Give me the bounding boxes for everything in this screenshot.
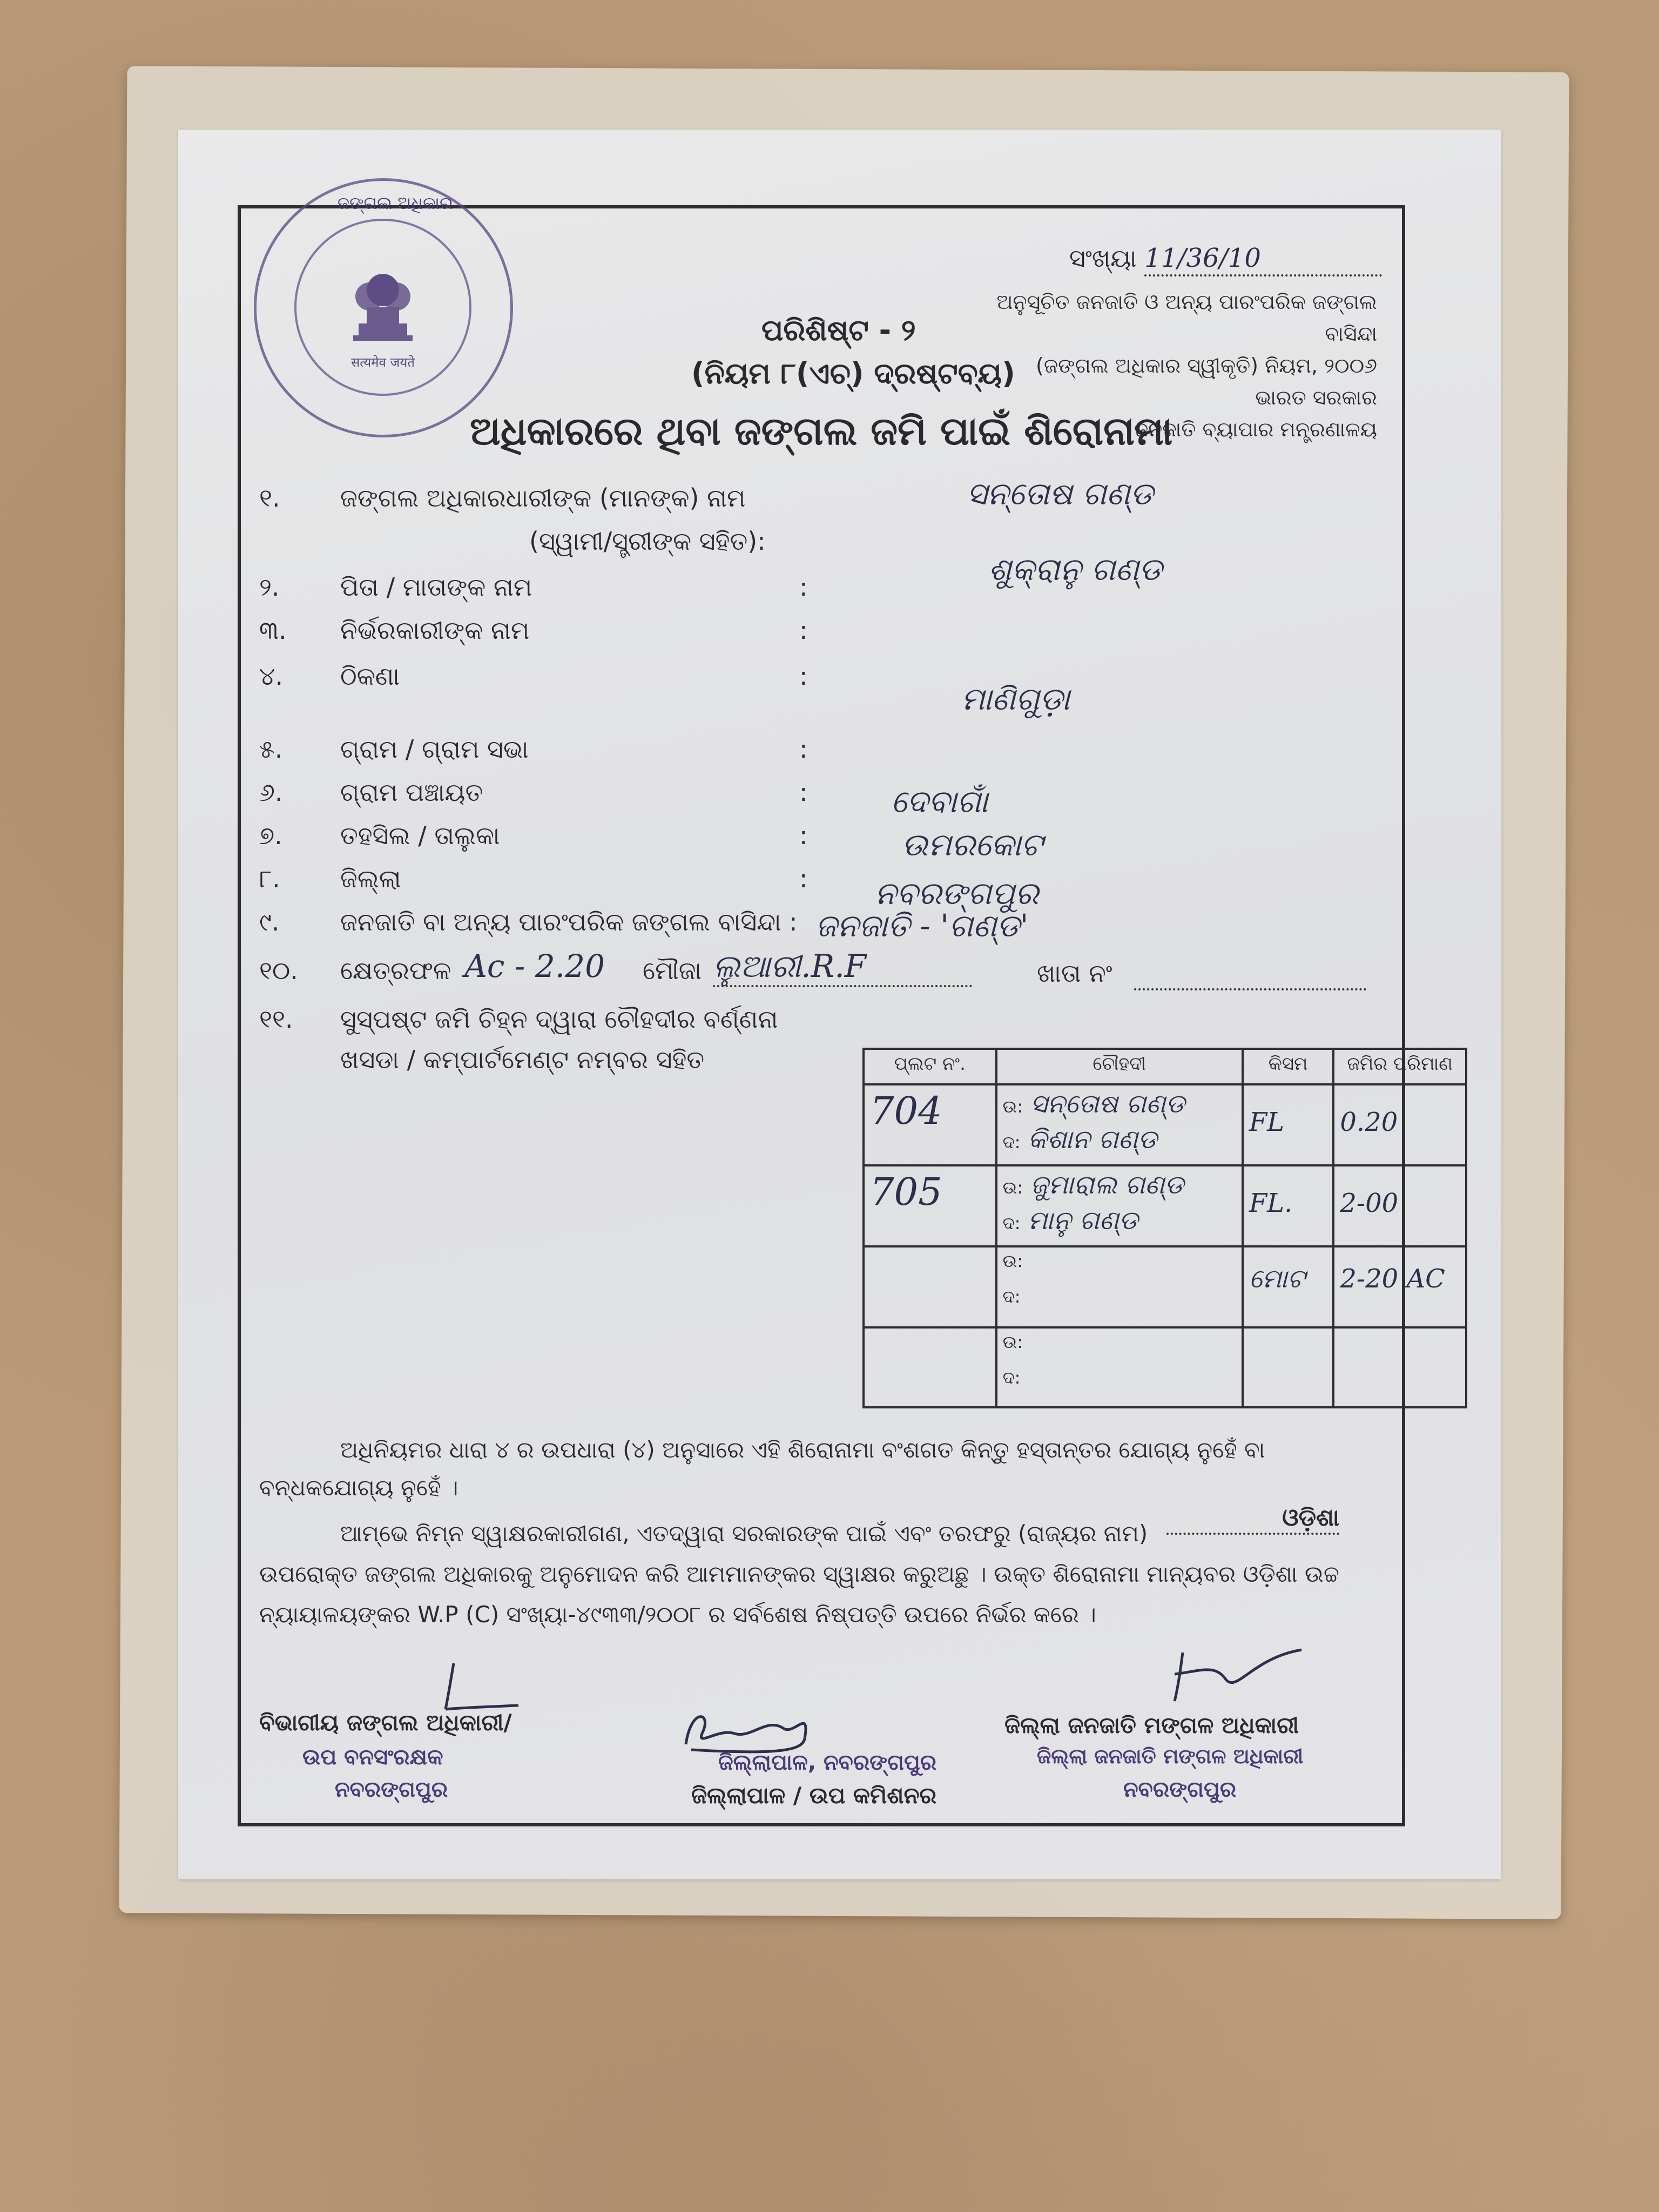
field-9-label: ଜନଜାତି ବା ଅନ୍ୟ ପାରଂପରିକ ଜଙ୍ଗଲ ବାସିନ୍ଦା :: [340, 907, 798, 936]
colon: :: [799, 734, 808, 764]
field-8-num: ୮.: [259, 864, 280, 893]
north-line: [1003, 1170, 1236, 1205]
kisam-value: FL.: [1243, 1165, 1334, 1246]
south-label: ଦ:: [1002, 1132, 1021, 1152]
north-line: [1003, 1251, 1236, 1286]
emblem-caption: सत्यमेव जयते: [351, 355, 415, 370]
body-para-2c: ନ୍ୟାୟାଳୟଙ୍କର W.P (C) ସଂଖ୍ୟା-୪୯୩୩/୨୦୦୮ ର ସର୍ବଶେଷ ନିଷ୍ପତ୍ତି ଉପରେ ନିର୍ଭର କରେ ।: [259, 1601, 1096, 1628]
field-7-value: ଉମରକୋଟ: [902, 826, 1043, 863]
field-1-value: ସନ୍ତୋଷ ଗଣ୍ଡ: [967, 475, 1154, 512]
colon: :: [799, 821, 808, 850]
south-line: [1003, 1124, 1236, 1160]
field-10-num: ୧୦.: [259, 956, 298, 985]
table-header-row: [864, 1049, 1466, 1084]
signature-left: [432, 1658, 524, 1717]
north-value: ସନ୍ତୋଷ ଗଣ୍ଡ: [1030, 1089, 1185, 1119]
south-line: [1003, 1205, 1236, 1241]
area-value: 2-00: [1333, 1165, 1466, 1246]
field-3-label: ନିର୍ଭରକାରୀଙ୍କ ନାମ: [340, 616, 530, 645]
north-line: [1003, 1089, 1236, 1124]
field-7-label: ତହସିଲ / ତାଲୁକା: [340, 821, 500, 850]
field-10-label: କ୍ଷେତ୍ରଫଳ: [340, 956, 451, 985]
field-2-num: ୨.: [259, 572, 280, 602]
column-header: କିସମ: [1243, 1049, 1334, 1084]
signatory-middle-title: ଜିଲ୍ଲାପାଳ / ଉପ କମିଶନର: [691, 1782, 937, 1809]
field-4-num: ୪.: [259, 662, 284, 691]
title-document: [178, 130, 1501, 1879]
khata-value-line: [1134, 967, 1366, 990]
state-name: ଓଡ଼ିଶା: [1166, 1504, 1339, 1535]
mouza-value: ଲୁଆରୀ.R.F: [713, 948, 972, 987]
table-row: [864, 1084, 1466, 1165]
field-9-num: ୯.: [259, 907, 280, 936]
act-header-line: ଅନୁସୂଚିତ ଜନଜାତି ଓ ଅନ୍ୟ ପାରଂପରିକ ଜଙ୍ଗଲ ବାସିନ୍ଦା: [996, 290, 1377, 346]
rule-reference: (ନିୟମ ୮(ଏଚ୍) ଦ୍ରଷ୍ଟବ୍ୟ): [691, 356, 1015, 390]
colon: :: [799, 864, 808, 893]
state-emblem-icon: [350, 259, 415, 350]
field-3-num: ୩.: [259, 616, 287, 645]
field-5-label: ଗ୍ରାମ / ଗ୍ରାମ ସଭା: [340, 734, 529, 764]
annex-label: ପରିଶିଷ୍ଟ - ୨: [761, 313, 916, 347]
signatory-left-title: ବିଭାଗୀୟ ଜଙ୍ଗଲ ଅଧିକାରୀ/: [259, 1709, 512, 1736]
field-7-num: ୭.: [259, 821, 282, 850]
north-label: ଉ:: [1002, 1332, 1023, 1352]
signatory-right-place: ନବରଙ୍ଗପୁର: [1123, 1777, 1237, 1802]
north-label: ଉ:: [1002, 1096, 1023, 1117]
boundary-cell: [996, 1327, 1243, 1407]
south-value: ମାନୁ ଗଣ୍ଡ: [1028, 1205, 1138, 1236]
body-para-2a: ଆମ୍ଭେ ନିମ୍ନ ସ୍ୱାକ୍ଷରକାରୀଗଣ, ଏତଦ୍ୱାରା ସରକାରଙ୍କ ପାଇଁ ଏବଂ ତରଫରୁ (ରାଜ୍ୟର ନାମ): [340, 1520, 1148, 1547]
kisam-value: FL: [1243, 1084, 1334, 1165]
body-para-1b: ବନ୍ଧକଯୋଗ୍ୟ ନୁହେଁ ।: [259, 1474, 458, 1501]
boundary-table: [862, 1048, 1467, 1408]
signature-right: [1166, 1642, 1307, 1707]
plot-number: [864, 1327, 996, 1407]
colon: :: [799, 662, 808, 691]
table-row: [864, 1246, 1466, 1327]
south-label: ଦ:: [1002, 1367, 1021, 1388]
signatory-right-title: ଜିଲ୍ଲା ଜନଜାତି ମଙ୍ଗଳ ଅଧିକାରୀ: [1004, 1712, 1299, 1738]
column-header: ପ୍ଲଟ ନଂ.: [864, 1049, 996, 1084]
field-1-sublabel: (ସ୍ୱାମୀ/ସ୍ତ୍ରୀଙ୍କ ସହିତ):: [529, 527, 766, 556]
table-row: [864, 1327, 1466, 1407]
field-5-num: ୫.: [259, 734, 283, 764]
north-label: ଉ:: [1002, 1177, 1023, 1198]
boundary-cell: [996, 1165, 1243, 1246]
signatory-right-stamp: ଜିଲ୍ଲା ଜନଜାତି ମଙ୍ଗଳ ଅଧିକାରୀ: [1037, 1744, 1304, 1768]
field-2-label: ପିତା / ମାତାଙ୍କ ନାମ: [340, 572, 532, 602]
area-value: 0.20: [1333, 1084, 1466, 1165]
column-header: ଚୌହଦୀ: [996, 1049, 1243, 1084]
official-seal: [254, 178, 513, 437]
field-6-num: ୬.: [259, 778, 283, 807]
table-row: [864, 1165, 1466, 1246]
field-8-label: ଜିଲ୍ଲା: [340, 864, 401, 893]
north-value: ଜୁମାରାଲ ଗଣ୍ଡ: [1030, 1170, 1184, 1200]
plot-number: [864, 1246, 996, 1327]
area-value: Ac - 2.20: [464, 948, 605, 984]
north-line: [1003, 1332, 1236, 1367]
column-header: ଜମିର ପରିମାଣ: [1333, 1049, 1466, 1084]
serial-label: ସଂଖ୍ୟା: [1069, 244, 1137, 273]
north-label: ଉ:: [1002, 1251, 1023, 1271]
signatory-left-stamp: ଉପ ବନସଂରକ୍ଷକ: [302, 1745, 443, 1770]
field-4-value: ମାଣିଗୁଡ଼ା: [961, 680, 1070, 717]
field-11-num: ୧୧.: [259, 1004, 293, 1034]
south-line: [1003, 1286, 1236, 1322]
total-area: 2-20 AC: [1333, 1246, 1466, 1327]
colon: :: [799, 778, 808, 807]
field-6-value: ଦେବାଗାଁ: [891, 783, 988, 820]
act-header-line: ଭାରତ ସରକାର: [1255, 385, 1377, 409]
page-title: ଅଧିକାରରେ ଥିବା ଜଙ୍ଗଲ ଜମି ପାଇଁ ଶିରୋନାମା: [470, 408, 1173, 454]
plot-number: 704: [864, 1084, 996, 1165]
act-header-line: (ଜଙ୍ଗଲ ଅଧିକାର ସ୍ୱୀକୃତି) ନିୟମ, ୨୦୦୬: [1036, 353, 1377, 377]
seal-inner-ring: [294, 219, 471, 396]
south-value: କିଶାନ ଗଣ୍ଡ: [1028, 1124, 1157, 1155]
field-2-value: ଶୁକ୍ରାନୁ ଗଣ୍ଡ: [988, 551, 1162, 588]
boundary-cell: [996, 1084, 1243, 1165]
signatory-middle-stamp: ଜିଲ୍ଲାପାଳ, ନବରଙ୍ଗପୁର: [718, 1750, 937, 1775]
total-label: ମୋଟ: [1243, 1246, 1334, 1327]
south-label: ଦ:: [1002, 1213, 1021, 1233]
colon: :: [799, 616, 808, 645]
colon: :: [799, 572, 808, 602]
plot-number: 705: [864, 1165, 996, 1246]
kisam-value: [1243, 1327, 1334, 1407]
serial-value: 11/36/10: [1144, 243, 1382, 276]
field-4-label: ଠିକଣା: [340, 662, 400, 691]
field-9-value: ଜନଜାତି - 'ଗଣ୍ଡ': [815, 907, 1029, 944]
mouza-label: ମୌଜା: [643, 956, 702, 985]
serial-number: [1069, 243, 1382, 276]
field-11-sublabel: ଖସଡା / କମ୍ପାର୍ଟମେଣ୍ଟ ନମ୍ବର ସହିତ: [340, 1045, 705, 1074]
field-8-value: ନବରଙ୍ଗପୁର: [875, 875, 1039, 912]
field-6-label: ଗ୍ରାମ ପଞ୍ଚାୟତ: [340, 778, 483, 807]
body-para-1: ଅଧିନିୟମର ଧାରା ୪ ର ଉପଧାରା (୪) ଅନୁସାରେ ଏହି ଶିରୋନାମା ବଂଶଗତ କିନ୍ତୁ ହସ୍ତାନ୍ତର ଯୋଗ୍ୟ ନୁହେଁ ବା: [340, 1437, 1265, 1463]
south-line: [1003, 1367, 1236, 1403]
signatory-left-place: ନବରଙ୍ଗପୁର: [335, 1777, 448, 1802]
body-para-2b: ଉପରୋକ୍ତ ଜଙ୍ଗଲ ଅଧିକାରକୁ ଅନୁମୋଦନ କରି ଆମମାନଙ୍କର ସ୍ୱାକ୍ଷର କରୁଅଛୁ । ଉକ୍ତ ଶିରୋନାମା ମାନ୍ୟବର ଓଡ଼ିଶା ଉଚ୍ଚ: [259, 1561, 1339, 1587]
south-label: ଦ:: [1002, 1286, 1021, 1307]
area-value: [1333, 1327, 1466, 1407]
khata-label: ଖାତା ନଂ: [1037, 959, 1112, 988]
boundary-cell: [996, 1246, 1243, 1327]
seal-text: ଜଙ୍ଗଲ ଅଧିକାର: [338, 193, 453, 213]
field-1-label: ଜଙ୍ଗଲ ଅଧିକାରଧାରୀଙ୍କ (ମାନଙ୍କ) ନାମ: [340, 483, 746, 512]
field-11-label: ସୁସ୍ପଷ୍ଟ ଜମି ଚିହ୍ନ ଦ୍ୱାରା ଚୌହଦୀର ବର୍ଣ୍ଣନା: [340, 1004, 778, 1034]
act-header-line: ଜନଜାତି ବ୍ୟାପାର ମନ୍ତ୍ରଣାଳୟ: [1134, 417, 1377, 441]
field-1-num: ୧.: [259, 483, 280, 512]
